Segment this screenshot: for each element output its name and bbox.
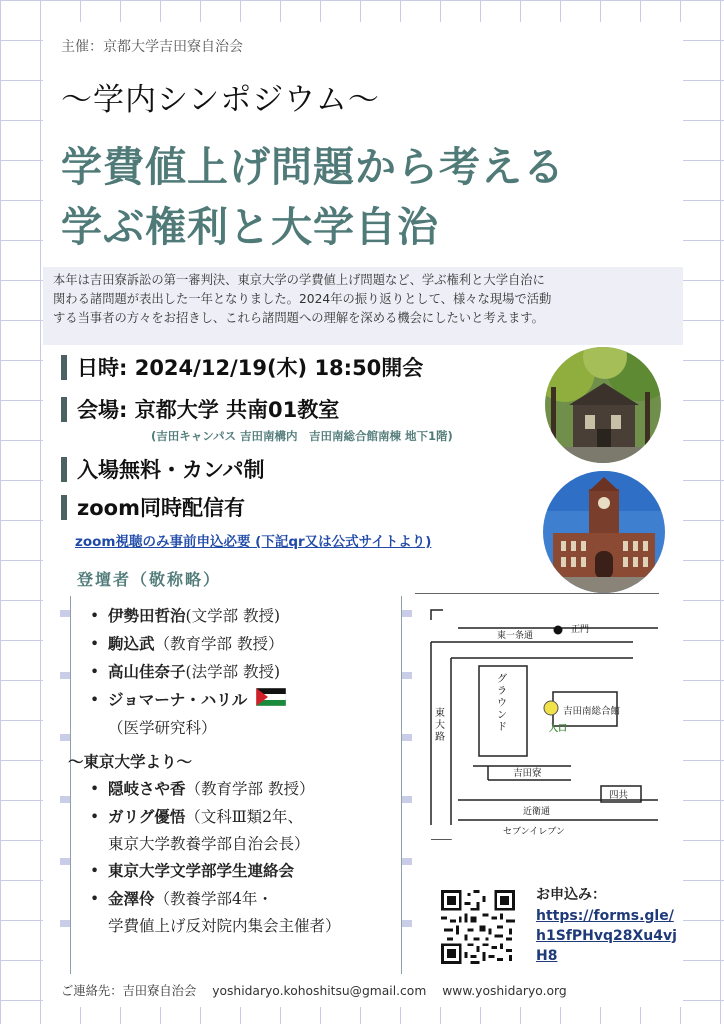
date-line	[61, 352, 423, 382]
speaker-name: 隠岐さや香	[108, 779, 186, 798]
entrance-marker	[544, 701, 558, 715]
venue-map	[413, 600, 663, 840]
speaker-role: （教育学部 教授）	[154, 635, 284, 653]
svg-text:グ: グ	[497, 674, 507, 685]
map-divider	[415, 593, 659, 594]
speaker-name: 伊勢田哲治	[108, 606, 186, 625]
speaker-name: 東京大学文学部学生連絡会	[108, 861, 295, 880]
speaker-item	[90, 857, 410, 885]
intro-line: 関わる諸問題が表出した一年となりました。2024年の振り返りとして、様々な現場で活動	[53, 292, 552, 306]
box-decoration	[60, 610, 70, 617]
intro-line: する当事者の方々をお招きし、これら諸問題への理解を深める機会にしたいと考えます。	[53, 311, 544, 325]
speakers-list	[68, 602, 410, 939]
venue-text: 会場: 京都大学 共南01教室	[77, 398, 340, 422]
speaker-name: 高山佳奈子	[108, 662, 186, 681]
speaker-item	[90, 803, 410, 831]
box-decoration	[60, 858, 70, 865]
speakers-heading: 登壇者（敬称略）	[77, 570, 222, 589]
map-label-higashi-ichijo: 東一条通	[497, 631, 534, 641]
box-decoration	[60, 920, 70, 927]
speaker-name: 金澤伶	[108, 889, 155, 908]
date-text: 日時: 2024/12/19(木) 18:50開会	[77, 356, 424, 380]
apply-url-link[interactable]: https://forms.gle/h1SfPHvq28Xu4vjH8	[536, 908, 677, 964]
speaker-item	[90, 658, 410, 686]
speaker-name: 駒込武	[108, 634, 155, 653]
map-label-building: 吉田南総合館	[563, 706, 621, 717]
zoom-line	[61, 492, 245, 522]
speaker-role: (法学部 教授)	[185, 663, 281, 681]
svg-text:ラ: ラ	[497, 686, 507, 697]
intro-line: 本年は吉田寮訴訟の第一審判決、東京大学の学費値上げ問題など、学ぶ権利と大学自治に	[53, 273, 545, 287]
speaker-item	[90, 630, 410, 658]
box-decoration	[60, 734, 70, 741]
heading-bar	[61, 495, 67, 520]
qr-code-icon[interactable]	[441, 890, 515, 964]
speaker-item	[90, 686, 410, 715]
svg-text:路: 路	[435, 732, 445, 743]
map-label-yoshidaryo: 吉田寮	[513, 768, 542, 779]
dormitory-photo	[545, 347, 661, 463]
palestine-flag-icon	[256, 687, 286, 715]
tokyo-heading: 〜東京大学より〜	[68, 752, 193, 771]
footer-contact: ご連絡先：吉田寮自治会	[61, 984, 197, 998]
map-label-higashioji	[435, 706, 445, 743]
map-label-seimon: 正門	[571, 625, 590, 635]
speaker-role: (文学部 教授)	[185, 607, 281, 625]
footer	[61, 981, 579, 999]
organizer: 主催：京都大学吉田寮自治会	[61, 39, 243, 55]
svg-text:ン: ン	[497, 710, 507, 721]
heading-bar	[61, 397, 67, 422]
speaker-name: ガリグ優悟	[108, 807, 186, 826]
admission-line	[61, 454, 265, 484]
apply-label: お申込み：	[536, 887, 606, 903]
svg-text:ド: ド	[497, 722, 507, 733]
intro-box	[43, 267, 683, 345]
speaker-item	[90, 775, 410, 803]
title-line-1: 学費値上げ問題から考える	[61, 143, 565, 191]
speaker-item	[90, 602, 410, 630]
clocktower-photo	[543, 471, 665, 593]
map-label-ground	[497, 673, 507, 733]
title-line-2: 学ぶ権利と大学自治	[61, 203, 439, 251]
flyer	[43, 22, 683, 1007]
heading-bar	[61, 457, 67, 482]
map-label-entrance: 入口	[549, 724, 568, 734]
map-label-yonkyo: 四共	[609, 790, 629, 801]
admission-text: 入場無料・カンパ制	[77, 458, 265, 482]
box-decoration	[60, 672, 70, 679]
subtitle: 〜学内シンポジウム〜	[61, 82, 380, 118]
speaker-role: （教養学部4年・	[154, 890, 273, 908]
speaker-role: （教育学部 教授）	[185, 780, 315, 798]
speaker-item	[90, 885, 410, 913]
heading-bar	[61, 355, 67, 380]
box-decoration	[60, 796, 70, 803]
footer-website[interactable]: www.yoshidaryo.org	[442, 984, 567, 998]
speaker-name: ジョマーナ・ハリル	[108, 690, 248, 709]
venue-line	[61, 394, 339, 424]
map-label-konoe: 近衛通	[523, 807, 551, 817]
speaker-role: （文科Ⅲ類2年、	[185, 808, 304, 826]
speaker-affiliation: （医学研究科）	[108, 719, 217, 737]
footer-email[interactable]: yoshidaryo.kohoshitsu@gmail.com	[212, 984, 427, 998]
seimon-marker	[554, 626, 563, 635]
svg-text:ウ: ウ	[497, 698, 507, 709]
zoom-note-link[interactable]: zoom視聴のみ事前申込必要 (下記qr又は公式サイトより)	[75, 534, 432, 550]
zoom-text: zoom同時配信有	[77, 496, 245, 520]
speaker-affiliation: 学費値上げ反対院内集会主催者）	[108, 917, 341, 935]
speaker-affiliation: 東京大学教養学部自治会長）	[108, 835, 310, 853]
map-label-seven: セブンイレブン	[503, 827, 565, 837]
svg-text:大: 大	[435, 720, 445, 731]
venue-detail: (吉田キャンパス 吉田南構内 吉田南総合館南棟 地下1階)	[151, 429, 453, 443]
svg-text:東: 東	[435, 708, 445, 719]
